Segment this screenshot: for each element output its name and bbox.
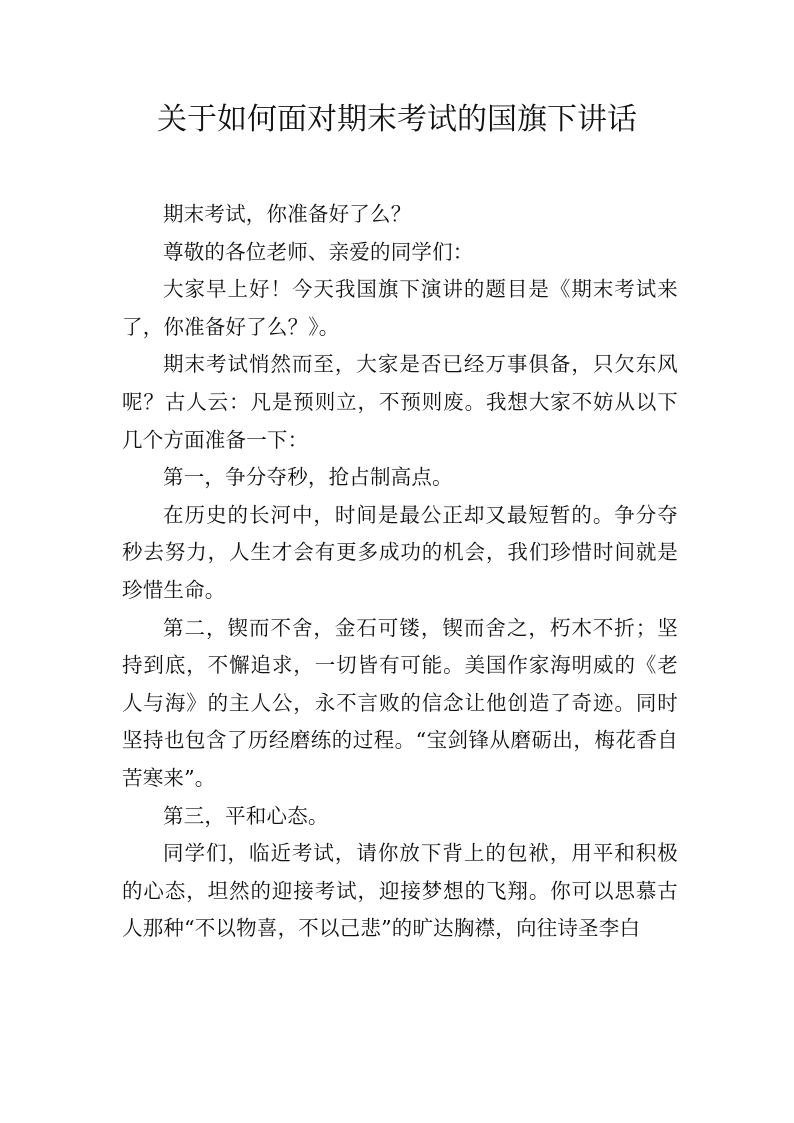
paragraph: 期末考试，你准备好了么？ — [163, 202, 412, 226]
paragraph: 第一，争分夺秒，抢占制高点。 — [163, 465, 453, 490]
document-body — [122, 196, 678, 948]
paragraph: 第三，平和心态。 — [163, 803, 329, 828]
document-title: 关于如何面对期末考试的国旗下讲话 — [157, 102, 637, 137]
paragraph: 第二，锲而不舍，金石可镂，锲而舍之，朽木不折；坚持到底，不懈追求，一切皆有可能。美国作家海明威的《老人与海》的主人公，永不言败的信念让他创造了奇迹。同时坚持也包含了历经磨练的过程。“宝剑锋从磨砺出，梅花香自苦寒来”。 — [122, 615, 678, 790]
paragraph: 同学们，临近考试，请你放下背上的包袱，用平和积极的心态，坦然的迎接考试，迎接梦想的飞翔。你可以思慕古人那种“不以物喜，不以己悲”的旷达胸襟，向往诗圣李白 — [122, 841, 678, 941]
paragraph: 尊敬的各位老师、亲爱的同学们： — [163, 239, 474, 264]
paragraph: 在历史的长河中，时间是最公正却又最短暂的。争分夺秒去努力，人生才会有更多成功的机会，我们珍惜时间就是珍惜生命。 — [122, 502, 678, 602]
paragraph: 大家早上好！今天我国旗下演讲的题目是《期末考试来了，你准备好了么？》。 — [122, 277, 678, 339]
paragraph: 期末考试悄然而至，大家是否已经万事俱备，只欠东风呢？古人云：凡是预则立，不预则废。我想大家不妨从以下几个方面准备一下： — [122, 352, 678, 452]
